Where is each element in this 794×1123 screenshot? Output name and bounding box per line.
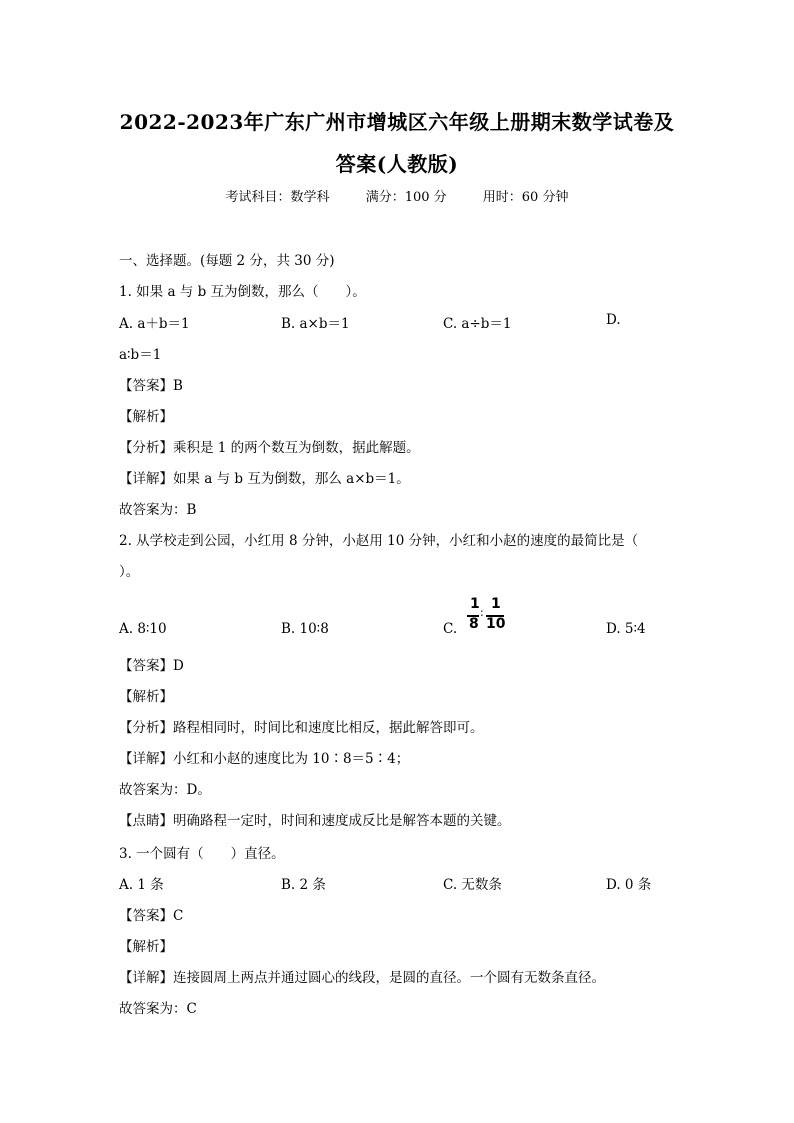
- q3-option-d: D. 0 条: [606, 877, 652, 893]
- q3-answer: 【答案】C: [119, 908, 184, 924]
- section-heading: 一、选择题。(每题 2 分，共 30 分): [119, 253, 335, 269]
- q3-xiangjie: 【详解】连接圆周上两点并通过圆心的线段，是圆的直径。一个圆有无数条直径。: [119, 970, 605, 986]
- q2-question-line1: 2. 从学校走到公园，小红用 8 分钟，小赵用 10 分钟，小红和小赵的速度的最简比是（: [119, 533, 639, 549]
- q3-option-b: B. 2 条: [281, 877, 326, 893]
- document-title-line1: 2022-2023年广东广州市增城区六年级上册期末数学试卷及: [119, 110, 675, 134]
- q1-option-b: B. a×b＝1: [281, 316, 350, 332]
- q1-conclusion: 故答案为：B: [119, 502, 197, 518]
- exam-score: 满分：100 分: [365, 190, 447, 205]
- q3-analysis-label: 【解析】: [119, 939, 173, 955]
- q2-option-b: B. 10∶8: [281, 621, 329, 637]
- exam-time: 用时：60 分钟: [482, 190, 569, 205]
- fraction-denominator-1: 8: [469, 616, 479, 632]
- q3-question: 3. 一个圆有（ ）直径。: [119, 846, 285, 862]
- q2-dianjing: 【点睛】明确路程一定时，时间和速度成反比是解答本题的关键。: [119, 813, 511, 829]
- q3-option-a: A. 1 条: [119, 877, 164, 893]
- q2-option-d: D. 5∶4: [606, 621, 646, 637]
- q3-conclusion: 故答案为：C: [119, 1001, 197, 1017]
- q2-answer: 【答案】D: [119, 658, 184, 674]
- q1-fenxi: 【分析】乘积是 1 的两个数互为倒数，据此解题。: [119, 440, 420, 456]
- q2-option-a: A. 8∶10: [119, 621, 167, 637]
- fraction-separator: :: [480, 606, 484, 619]
- q1-xiangjie: 【详解】如果 a 与 b 互为倒数，那么 a×b＝1。: [119, 471, 410, 487]
- q2-option-c-fraction: [467, 596, 507, 636]
- exam-subject: 考试科目：数学科: [225, 190, 330, 205]
- q2-option-c: C.: [443, 621, 458, 637]
- q1-option-d: D.: [606, 312, 621, 328]
- q1-answer: 【答案】B: [119, 378, 183, 394]
- exam-meta: [0, 186, 794, 205]
- q2-fenxi: 【分析】路程相同时，时间比和速度比相反，据此解答即可。: [119, 720, 484, 736]
- q1-analysis-label: 【解析】: [119, 409, 173, 425]
- q1-question: 1. 如果 a 与 b 互为倒数，那么（ ）。: [119, 284, 366, 300]
- fraction-numerator-2: 1: [491, 596, 501, 612]
- q1-option-d-text: a∶b＝1: [119, 347, 162, 363]
- q3-option-c: C. 无数条: [443, 877, 502, 893]
- q2-analysis-label: 【解析】: [119, 689, 173, 705]
- document-title-line2: 答案(人教版): [335, 152, 459, 176]
- fraction-denominator-2: 10: [486, 616, 506, 632]
- q2-conclusion: 故答案为：D。: [119, 782, 211, 798]
- fraction-numerator-1: 1: [470, 596, 480, 612]
- q2-xiangjie: 【详解】小红和小赵的速度比为 10∶8＝5∶4；: [119, 751, 410, 767]
- q2-question-line2: ）。: [119, 564, 140, 580]
- q1-option-c: C. a÷b＝1: [443, 316, 512, 332]
- q1-option-a: A. a＋b＝1: [119, 316, 190, 332]
